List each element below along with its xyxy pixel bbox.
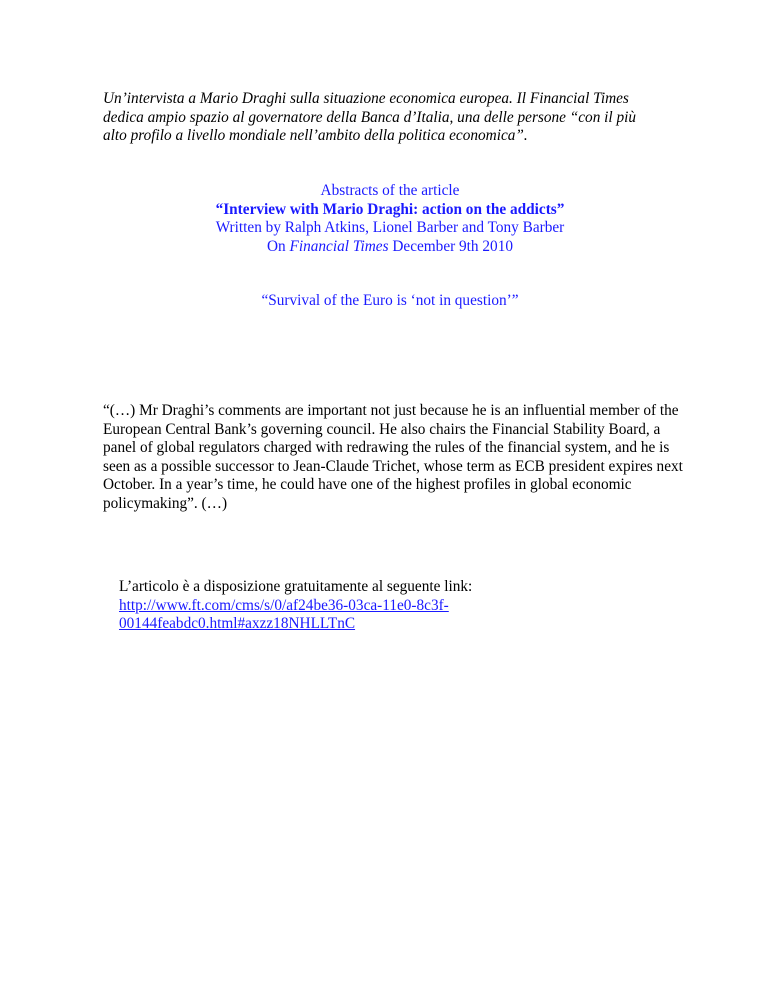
quote-line-5: October. In a year’s time, he could have one of the highest profiles in global economic [103, 476, 632, 493]
survival-subheading: “Survival of the Euro is ‘not in question’” [261, 292, 519, 309]
intro-paragraph [103, 90, 663, 146]
article-publication-line [120, 238, 660, 257]
intro-line-3: alto profilo a livello mondiale nell’ambito della politica economica”. [103, 127, 528, 144]
abstract-heading: Abstracts of the article [320, 182, 460, 199]
on-label: On [266, 237, 286, 255]
link-label: L’articolo è a disposizione gratuitamente al seguente link: [119, 578, 473, 595]
intro-line-1: Un’intervista a Mario Draghi sulla situazione economica europea. Il Financial Times [103, 90, 629, 107]
article-title: “Interview with Mario Draghi: action on the addicts” [215, 200, 565, 218]
article-link[interactable] [119, 597, 619, 634]
quote-line-4: seen as a possible successor to Jean-Claude Trichet, whose term as ECB president expires next [103, 457, 683, 475]
quote-line-3: panel of global regulators charged with redrawing the rules of the financial system, and he is [103, 439, 670, 456]
quote-line-2: European Central Bank’s governing council. He also chairs the Financial Stability Board, a [103, 420, 661, 438]
article-authors: Written by Ralph Atkins, Lionel Barber and Tony Barber [215, 219, 565, 236]
article-link-line-2[interactable]: 00144feabdc0.html#axzz18NHLLTnC [119, 615, 356, 632]
quote-line-6: policymaking”. (…) [103, 494, 228, 512]
publication-name: Financial Times [289, 237, 389, 255]
quote-paragraph [103, 402, 688, 513]
intro-line-2: dedica ampio spazio al governatore della Banca d’Italia, una delle persone “con il più [103, 108, 637, 126]
quote-line-1: “(…) Mr Draghi’s comments are important not just because he is an influential member of the [103, 402, 679, 419]
abstract-block [120, 182, 660, 256]
article-link-block [119, 578, 619, 634]
article-link-line-1[interactable]: http://www.ft.com/cms/s/0/af24be36-03ca-11e0-8c3f- [119, 596, 449, 614]
publication-date: December 9th 2010 [392, 237, 513, 255]
